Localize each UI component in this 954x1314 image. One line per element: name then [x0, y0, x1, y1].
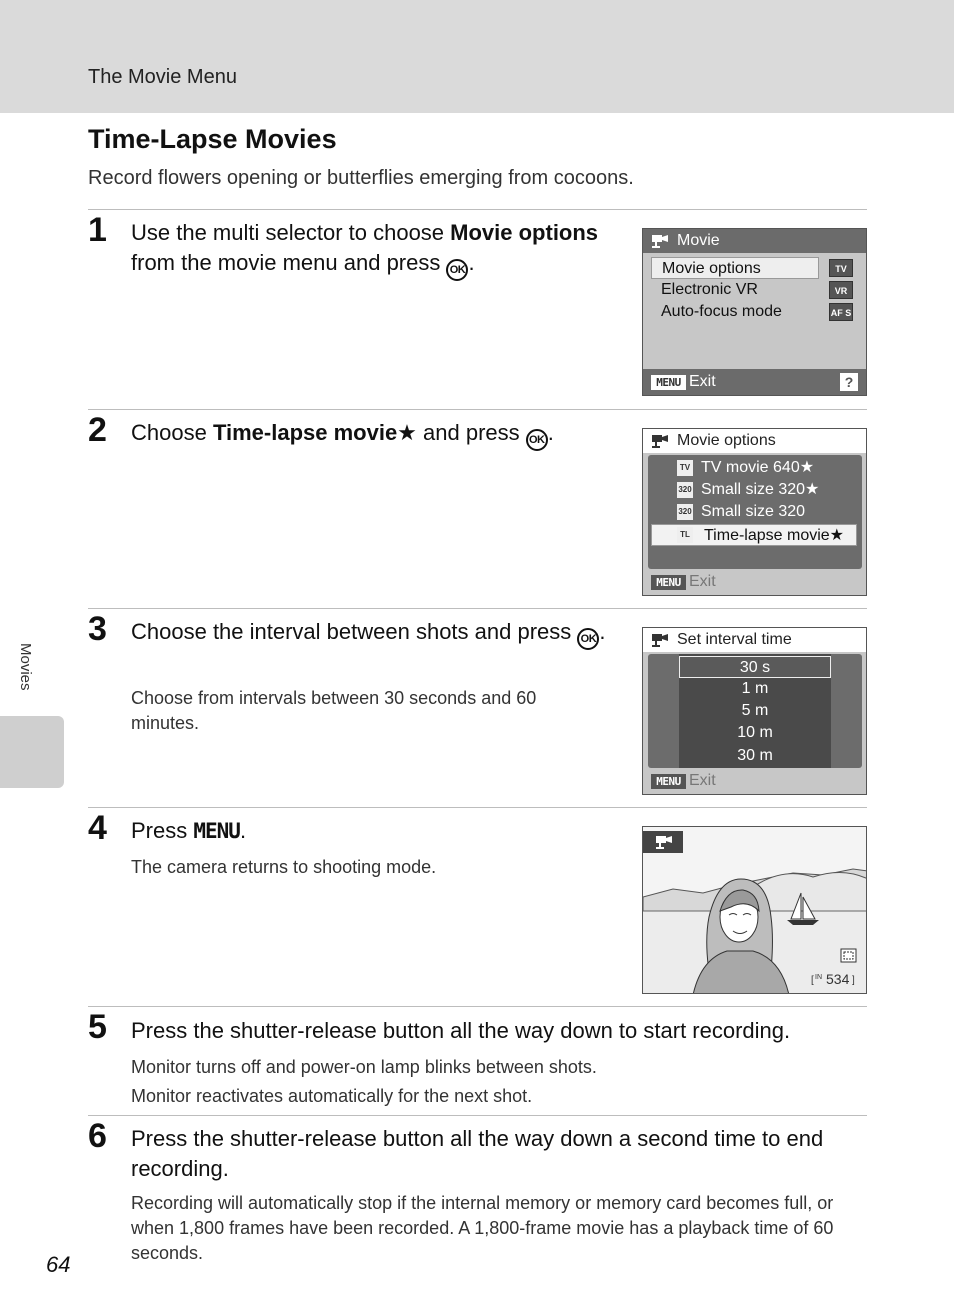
page-number: 64	[46, 1252, 71, 1277]
svg-text:[: [	[811, 975, 814, 986]
small-size-icon: 320	[677, 482, 693, 498]
tv-movie-icon: TV	[677, 460, 693, 476]
menu-button-icon: MENU	[651, 774, 686, 789]
header-band	[0, 0, 954, 113]
movie-camera-icon	[651, 234, 671, 248]
step-6-text: Press the shutter-release button all the way down a second time to end recording.	[131, 1126, 824, 1181]
screen-footer: MENU Exit	[643, 768, 866, 794]
camera-screen-interval	[642, 627, 867, 795]
ok-button-icon: OK	[446, 259, 468, 281]
interval-5m[interactable]: 5 m	[741, 702, 769, 719]
step-5-text: Press the shutter-release button all the way down to start recording.	[131, 1018, 791, 1043]
step-3-note: Choose from intervals between 30 seconds and 60 minutes.	[131, 688, 537, 733]
menu-item-movie-options[interactable]: Movie options	[651, 257, 819, 279]
camera-preview	[642, 826, 867, 994]
option-time-lapse-movie[interactable]: Time-lapse movie★	[651, 524, 857, 546]
interval-1m[interactable]: 1 m	[741, 680, 769, 697]
memory-indicator: IN	[815, 974, 822, 981]
step-3-text: Choose the interval between shots and press OK .	[131, 617, 621, 650]
menu-item-autofocus-mode[interactable]: Auto-focus mode	[661, 303, 782, 320]
interval-30m[interactable]: 30 m	[737, 747, 773, 764]
step-number-1: 1	[88, 211, 107, 249]
option-small-size-320[interactable]: Small size 320	[701, 503, 806, 520]
menu-button-icon: MENU	[651, 375, 686, 390]
screen-title-bar: Movie	[643, 229, 866, 253]
screen-title-bar: Set interval time	[643, 628, 866, 652]
step-6-note: Recording will automatically stop if the internal memory or memory card becomes full, or when 1,800 frames have been recorded. A 1,800-frame movie has a playback time of 60 seconds.	[131, 1193, 834, 1263]
svg-text:]: ]	[852, 975, 855, 986]
step-number-3: 3	[88, 610, 107, 648]
vr-icon: VR	[829, 281, 853, 299]
section-title: The Movie Menu	[88, 66, 237, 88]
screen-footer: MENU Exit	[643, 569, 866, 595]
divider	[88, 1006, 867, 1007]
shooting-mode-illustration	[643, 827, 867, 994]
divider	[88, 608, 867, 609]
page-title: Time-Lapse Movies	[88, 124, 337, 154]
page-subtitle: Record flowers opening or butterflies emerging from cocoons.	[88, 167, 634, 189]
screen-footer: MENU Exit ?	[643, 369, 866, 395]
option-tv-movie-640[interactable]: TV movie 640★	[701, 459, 815, 476]
menu-button-icon: MENU	[651, 575, 686, 590]
screen-title-bar: Movie options	[643, 429, 866, 453]
step-1-text: Use the multi selector to choose Movie options from the movie menu and press OK .	[131, 218, 611, 281]
divider	[88, 807, 867, 808]
step-number-2: 2	[88, 411, 107, 449]
interval-30s[interactable]: 30 s	[679, 656, 831, 678]
step-5-note-2: Monitor reactivates automatically for the next shot.	[131, 1086, 533, 1106]
divider	[88, 209, 867, 210]
step-5-note-1: Monitor turns off and power-on lamp blinks between shots.	[131, 1057, 597, 1077]
step-2-text: Choose Time-lapse movie★ and press OK .	[131, 418, 621, 451]
option-small-size-320-star[interactable]: Small size 320★	[701, 481, 820, 498]
step-number-4: 4	[88, 809, 107, 847]
camera-screen-movie-options	[642, 428, 867, 596]
menu-button-icon: MENU	[193, 819, 240, 843]
ok-button-icon: OK	[577, 628, 599, 650]
chapter-tab	[0, 716, 64, 788]
time-lapse-icon: TL	[677, 527, 693, 543]
tv-movie-icon: TV	[829, 259, 853, 277]
camera-screen-movie-menu	[642, 228, 867, 396]
step-4-note: The camera returns to shooting mode.	[131, 857, 437, 877]
menu-item-electronic-vr[interactable]: Electronic VR	[661, 281, 758, 298]
ok-button-icon: OK	[526, 429, 548, 451]
step-number-5: 5	[88, 1008, 107, 1046]
chapter-label: Movies	[17, 643, 34, 691]
interval-10m[interactable]: 10 m	[737, 724, 773, 741]
divider	[88, 409, 867, 410]
divider	[88, 1115, 867, 1116]
movie-camera-icon	[651, 434, 671, 448]
movie-camera-icon	[651, 633, 671, 647]
step-number-6: 6	[88, 1117, 107, 1155]
af-mode-icon: AF S	[829, 303, 853, 321]
small-size-icon: 320	[677, 504, 693, 520]
help-icon: ?	[840, 373, 858, 391]
remaining-count: 534	[826, 971, 850, 987]
step-4-text: Press MENU.	[131, 818, 247, 843]
